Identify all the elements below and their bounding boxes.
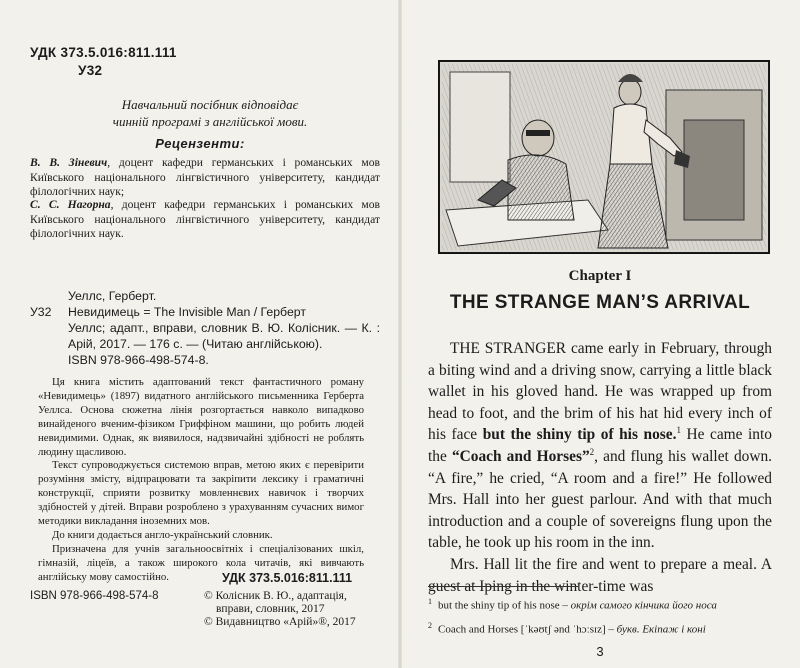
footnote-translation: букв. Екіпаж і коні [616, 623, 706, 636]
glossed-phrase: but the shiny tip of his nose. [482, 426, 677, 444]
abstract-paragraph: Ця книга містить адаптований текст фантастичного роману «Невидимець» (1897) видатного англійського письменника Герберта Уеллса. Основа сюжетна лінія розгортається навколо випадково винайденого вченим-фізиком Гриффіном машини, що робить людей невидимими. Однак, як виявилося, надзвичайні здібності не роблять людину щасливою. [38, 376, 364, 458]
bib-details: Уеллс; адапт., вправи, словник В. Ю. Колісник. — К. : Арій, 2017. — 176 с. — (Читаю англійською). [68, 321, 380, 351]
udk-code: У32 [78, 63, 103, 78]
bibliographic-record [30, 288, 380, 368]
story-paragraph: Mrs. Hall lit the fire and went to prepare a meal. A guest at Iping in the winter-time was [428, 555, 772, 595]
story-text [428, 338, 772, 597]
abstract-paragraph: Текст супроводжується системою вправ, метою яких є перевірити розуміння змісту, відпрацювати та закріпити лексику і граматичні конструкції, сприяти розвитку мовленнєвих навичок і творчих здібностей у дітей. Вправи розроблено з урахуванням сучасних вимог методики викладання іноземних мов. [38, 459, 364, 528]
footnote-translation: окрім самого кінчика його носа [570, 599, 717, 612]
page-number: 3 [596, 644, 604, 659]
copyright-line: © Колісник В. Ю., адаптація, [204, 590, 347, 602]
abstract-paragraph: До книги додається англо-український словник. [52, 528, 273, 541]
story-text-run: , and flung his wallet down. “A fire,” he cried, “A room and a fire!” He followed Mrs. Hall into her guest parlour. And with that much introduction and a couple of sovereigns flung upon the table, he took up his room in the inn. [428, 447, 772, 552]
footnote-mark: 2 [589, 446, 595, 457]
glossed-phrase: “Coach and Horses” [451, 447, 590, 465]
footnote-mark: 1 [676, 425, 681, 436]
manual-note-line-1: Навчальний посібник відповідає [121, 97, 299, 112]
right-page [400, 0, 800, 668]
bib-title-line: Невидимець = The Invisible Man / Герберт [68, 305, 306, 319]
footnote-text: but the shiny tip of his nose – [438, 599, 571, 612]
footnote-number: 1 [428, 597, 432, 606]
story-text-run: He came into the [428, 426, 772, 465]
bib-code: У32 [30, 305, 52, 319]
footnotes [428, 592, 778, 639]
copyright-line: © Видавництво «Арій»®, 2017 [204, 616, 356, 628]
chapter-illustration [438, 60, 770, 254]
copyright-line: вправи, словник, 2017 [216, 603, 325, 615]
isbn-bottom: ISBN 978-966-498-574-8 [30, 590, 159, 602]
reviewer-1-name: В. В. Зіневич [30, 156, 108, 169]
reviewer-2-name: С. С. Нагорна [30, 198, 111, 211]
bib-author: Уеллс, Герберт. [68, 289, 157, 303]
manual-note [60, 96, 360, 130]
manual-note-line-2: чинній програмі з англійської мови. [112, 114, 308, 129]
reviewer-2-text: , доцент кафедри германських і романських мов Київського національного лінгвістичного університету, кандидат філологічних наук. [30, 198, 380, 240]
reviewer-1 [30, 156, 380, 200]
story-text-run: THE STRANGER came early in February, through a biting wind and a driving snow, carrying a little black wallet in his gloved hand. He was wrapped up from head to foot, and the brim of his hat hid every inch of his face [428, 340, 772, 444]
copyright-block [204, 590, 356, 629]
footnote-text: Coach and Horses [ˈkəʊtʃ ənd ˈhɔːsɪz] – [438, 623, 617, 636]
footnote [428, 616, 778, 640]
reviewer-1-text: , доцент кафедри германських і романських мов Київського національного лінгвістичного університету, кандидат філологічних наук; [30, 156, 380, 198]
story-paragraph [428, 338, 772, 554]
udk-classification: УДК 373.5.016:811.111 [30, 45, 177, 60]
reviewers-title: Рецензенти: [155, 136, 245, 151]
reviewer-2 [30, 198, 380, 242]
udk-bottom: УДК 373.5.016:811.111 [222, 571, 353, 585]
footnote [428, 592, 778, 616]
chapter-number: Chapter I [568, 268, 632, 284]
abstract-paragraph: Призначена для учнів загальноосвітніх і спеціалізованих шкіл, гімназій, ліцеїв, а також широкого кола читачів, які вивчають англійську мову самостійно. [38, 542, 364, 583]
footnote-number: 2 [428, 620, 432, 630]
footnote-divider [428, 586, 578, 587]
bib-isbn: ISBN 978-966-498-574-8. [68, 353, 209, 367]
udk-header [30, 44, 177, 80]
abstract [38, 376, 364, 585]
chapter-title: THE STRANGE MAN’S ARRIVAL [449, 292, 751, 313]
